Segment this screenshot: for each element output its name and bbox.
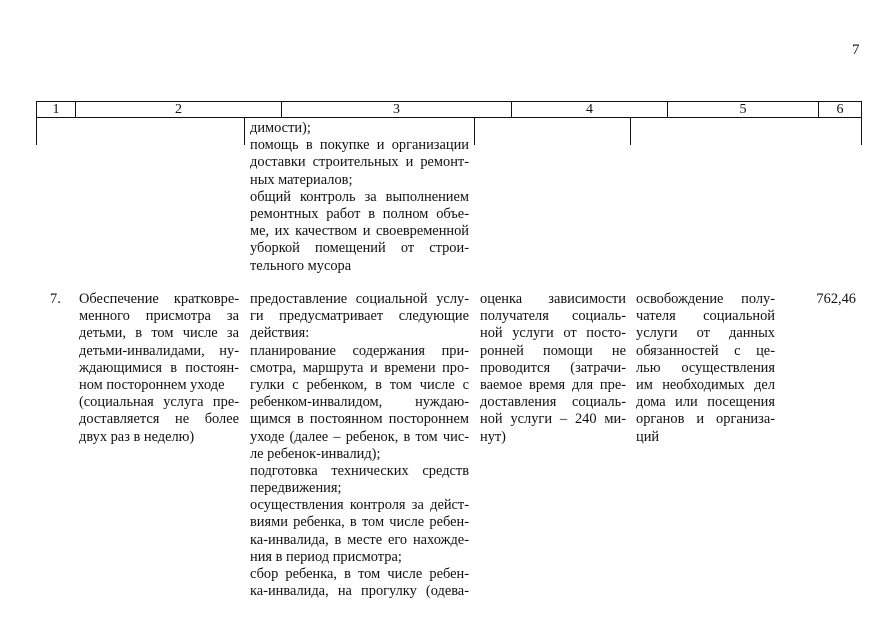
text-line: общий контроль за выполнением: [250, 188, 469, 205]
text-line: уходе (далее – ребенок, в том чис-: [250, 428, 469, 445]
continued-description: [250, 120, 469, 275]
text-line: ния в период присмотра;: [250, 548, 402, 565]
tariff-text: 762,46: [816, 291, 856, 307]
tariff-value: [800, 291, 856, 308]
row-number: [50, 291, 74, 308]
header-col-6: 6: [818, 102, 861, 117]
text-line: ребенком-инвалидом, нуждаю-: [250, 394, 469, 411]
header-col-3: 3: [281, 102, 511, 117]
text-line: проводится (затрачи-: [480, 359, 626, 376]
header-col-4: 4: [511, 102, 667, 117]
text-line: димости);: [250, 120, 311, 136]
column-divider: [474, 117, 475, 145]
text-line: помощь в покупке и организации: [250, 137, 469, 154]
text-line: органов и организа-: [636, 411, 775, 428]
text-line: тельного мусора: [250, 257, 352, 274]
text-line: ме, их качеством и своевременной: [250, 223, 469, 240]
service-name: [79, 291, 239, 446]
text-line: ваемое время для пре-: [480, 376, 626, 393]
text-line: ных материалов;: [250, 171, 353, 188]
text-line: предоставление социальной услу-: [250, 291, 469, 307]
dependency-assessment: [480, 291, 626, 446]
text-line: ций: [636, 428, 660, 445]
text-line: им необходимых дел: [636, 376, 775, 393]
row-number-text: 7.: [50, 291, 61, 307]
column-divider: [36, 117, 37, 145]
text-line: обязанностей с це-: [636, 342, 775, 359]
text-line: планирование содержания при-: [250, 342, 469, 359]
text-line: освобождение полу-: [636, 291, 775, 307]
text-line: осуществления контроля за дейст-: [250, 497, 469, 514]
text-line: ги предусматривает следующие: [250, 308, 469, 325]
service-description: [250, 291, 469, 600]
table-header-row: [36, 101, 862, 118]
text-line: ной услуги от посто-: [480, 325, 626, 342]
text-line: передвижения;: [250, 480, 342, 497]
text-line: доставки строительных и ремонт-: [250, 154, 469, 171]
text-line: ремонтных работ в полном объе-: [250, 205, 469, 222]
text-line: ждающимися в постоян-: [79, 359, 239, 376]
text-line: услуги от данных: [636, 325, 775, 342]
page-number: 7: [852, 42, 860, 58]
text-line: (социальная услуга пре-: [79, 394, 239, 411]
text-line: ка-инвалида, на прогулку (одева-: [250, 583, 469, 600]
text-line: получателя социаль-: [480, 308, 626, 325]
text-line: подготовка технических средств: [250, 462, 469, 479]
text-line: ном постороннем уходе: [79, 376, 225, 393]
text-line: детьми-инвалидами, ну-: [79, 342, 239, 359]
text-line: доставления социаль-: [480, 394, 626, 411]
text-line: уборкой помещений от строи-: [250, 240, 469, 257]
column-divider: [244, 117, 245, 145]
column-divider: [630, 117, 631, 145]
text-line: лью осуществления: [636, 359, 775, 376]
text-line: дома или посещения: [636, 394, 775, 411]
text-line: смотра, маршрута и времени про-: [250, 359, 469, 376]
text-line: щимся в постоянном постороннем: [250, 411, 469, 428]
text-line: ка-инвалида, в месте его нахожде-: [250, 531, 469, 548]
header-col-1: 1: [52, 102, 60, 117]
expected-result: [636, 291, 775, 446]
text-line: действия:: [250, 325, 310, 342]
column-divider: [861, 117, 862, 145]
text-line: виями ребенка, в том числе ребен-: [250, 514, 469, 531]
header-col-2: 2: [75, 102, 281, 117]
text-line: сбор ребенка, в том числе ребен-: [250, 566, 469, 582]
text-line: доставляется не более: [79, 411, 239, 428]
text-line: двух раз в неделю): [79, 428, 195, 445]
text-line: гулки с ребенком, в том числе с: [250, 376, 469, 393]
text-line: ной услуги – 240 ми-: [480, 411, 626, 428]
text-line: ронней помощи не: [480, 342, 626, 359]
text-line: чателя социальной: [636, 308, 775, 325]
text-line: нут): [480, 428, 506, 445]
text-line: Обеспечение кратковре-: [79, 291, 239, 307]
text-line: ле ребенок-инвалид);: [250, 445, 381, 462]
text-line: детьми, в том числе за: [79, 325, 239, 342]
header-col-5: 5: [667, 102, 818, 117]
text-line: оценка зависимости: [480, 291, 626, 307]
text-line: менного присмотра за: [79, 308, 239, 325]
